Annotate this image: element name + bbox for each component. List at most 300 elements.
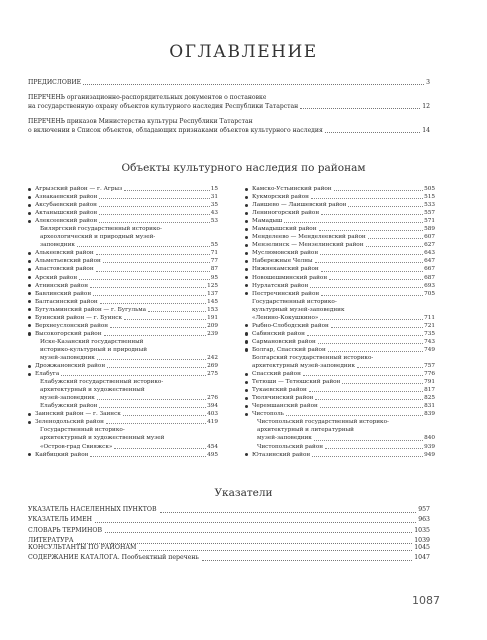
toc-entry — [245, 418, 435, 450]
toc-line-text: Лаишево — Лаишевский район — [252, 202, 347, 209]
toc-line-text: Тюлячинский район — [252, 395, 314, 402]
toc-line-text: Мамадыш — [252, 218, 283, 225]
toc-line — [35, 249, 218, 257]
bullet-icon — [245, 188, 248, 191]
dot-leader — [61, 375, 206, 376]
toc-entry — [245, 209, 435, 217]
toc-line — [252, 274, 435, 282]
toc-line — [252, 193, 435, 201]
toc-entry — [245, 257, 435, 265]
toc-line-text: ПРЕДИСЛОВИЕ — [28, 79, 82, 86]
toc-line-text: ПЕРЕЧЕНЬ приказов Министерства культуры Республики Татарстан — [28, 118, 253, 125]
intro-item — [28, 78, 430, 87]
toc-entry — [28, 249, 218, 257]
toc-page-number: 31 — [210, 194, 218, 201]
toc-line-text: Тетюши — Тетюшский район — [252, 379, 341, 386]
toc-line — [35, 185, 218, 193]
toc-line — [40, 443, 218, 451]
index-item — [28, 505, 430, 515]
toc-line-text: Алексеевский район — [35, 218, 98, 225]
toc-line — [35, 362, 218, 370]
toc-line-text: Государственный историко- — [40, 427, 125, 434]
toc-page-number: 276 — [207, 395, 218, 402]
toc-entry — [28, 290, 218, 298]
bullet-icon — [28, 421, 31, 424]
bullet-icon — [28, 220, 31, 223]
toc-page-number: 533 — [424, 202, 435, 209]
dot-leader — [148, 311, 206, 312]
toc-page-number: 776 — [424, 371, 435, 378]
bullet-icon — [245, 196, 248, 199]
toc-page-number: 43 — [210, 210, 218, 217]
dot-leader — [321, 214, 423, 215]
toc-line-text: Иске-Казанский государственный — [40, 338, 144, 345]
toc-line-text: КОНСУЛЬТАНТЫ ПО РАЙОНАМ — [28, 544, 137, 552]
toc-line — [257, 418, 435, 426]
toc-page-number: 1035 — [414, 526, 430, 534]
dot-leader — [124, 190, 210, 191]
toc-entry — [28, 282, 218, 290]
toc-line-text: СОДЕРЖАНИЕ КАТАЛОГА. Пообъектный перечень — [28, 554, 199, 562]
toc-entry — [245, 290, 435, 298]
toc-page-number: 840 — [424, 435, 435, 442]
toc-line-text: Тукаевский район — [252, 387, 307, 394]
toc-entry — [245, 201, 435, 209]
dot-leader — [357, 367, 423, 368]
dot-leader — [368, 238, 423, 239]
toc-line-text: Высокогорский район — [35, 330, 102, 337]
toc-page-number: 693 — [424, 282, 435, 289]
bullet-icon — [245, 252, 248, 255]
dot-leader — [99, 407, 206, 408]
toc-entry — [28, 217, 218, 225]
dot-leader — [325, 448, 423, 449]
left-column — [28, 185, 218, 459]
toc-line — [252, 410, 435, 418]
dot-leader — [96, 254, 210, 255]
dot-leader — [96, 271, 210, 272]
toc-line-text: УКАЗАТЕЛЬ ИМЕН — [28, 516, 93, 524]
toc-line — [35, 193, 218, 201]
toc-entry — [28, 338, 218, 362]
toc-page-number: 153 — [207, 306, 218, 313]
toc-line — [252, 314, 435, 322]
bullet-icon — [245, 268, 248, 271]
toc-line — [252, 306, 435, 314]
toc-page-number: 403 — [207, 411, 218, 418]
dot-leader — [105, 532, 412, 533]
toc-page-number: 95 — [210, 274, 218, 281]
toc-page-number: 454 — [207, 443, 218, 450]
toc-entry — [245, 354, 435, 370]
toc-line-text: Менделеево — Менделеевский район — [252, 234, 366, 241]
toc-page-number: 817 — [424, 387, 435, 394]
toc-line — [252, 217, 435, 225]
dot-leader — [320, 319, 423, 320]
toc-line-text: ПЕРЕЧЕНЬ организационно-распорядительных документов о постановке — [28, 94, 267, 101]
dot-leader — [77, 246, 210, 247]
toc-page-number: 394 — [207, 403, 218, 410]
toc-page-number: 705 — [424, 290, 435, 297]
toc-line-text: Болгарский государственный историко- — [252, 354, 374, 361]
toc-entry — [245, 410, 435, 418]
toc-line-text: Чистопольский государственный историко- — [257, 419, 389, 426]
toc-entry — [28, 330, 218, 338]
toc-entry — [28, 322, 218, 330]
toc-line-text: музей-заповедник — [40, 354, 95, 361]
toc-line-text: Елабужский район — [40, 403, 98, 410]
toc-page-number: 239 — [207, 330, 218, 337]
toc-entry — [28, 378, 218, 410]
bullet-icon — [28, 332, 31, 335]
bullet-icon — [245, 340, 248, 343]
toc-line-text: на государственную охрану объектов культурного наследия Республики Татарстан — [28, 103, 299, 110]
toc-line-text: Елабужский государственный историко- — [40, 379, 164, 386]
toc-line — [252, 265, 435, 273]
toc-line-text: музей-заповедник — [40, 395, 95, 402]
toc-line — [252, 370, 435, 378]
bullet-icon — [245, 413, 248, 416]
toc-page-number: 839 — [424, 411, 435, 418]
toc-page-number: 607 — [424, 234, 435, 241]
toc-line — [252, 402, 435, 410]
toc-line — [252, 249, 435, 257]
toc-line-text: Апастовский район — [35, 266, 94, 273]
toc-page-number: 831 — [424, 403, 435, 410]
bullet-icon — [28, 204, 31, 207]
toc-entry — [28, 314, 218, 322]
toc-line-text: Бугульминский район — г. Бугульма — [35, 306, 147, 313]
bullet-icon — [245, 389, 248, 392]
toc-line-text: Атнинский район — [35, 282, 88, 289]
toc-entry — [245, 193, 435, 201]
dot-leader — [312, 456, 423, 457]
toc-line-text: Бавлинский район — [35, 290, 92, 297]
toc-line-text: Пестречинский район — [252, 290, 320, 297]
toc-page-number: 145 — [207, 298, 218, 305]
toc-line-text: архитектурный музей-заповедник — [252, 363, 356, 370]
toc-page-number: 14 — [422, 127, 430, 134]
toc-entry — [28, 265, 218, 273]
toc-line-text: Болгар, Спасский район — [252, 346, 326, 353]
toc-page-number: 242 — [207, 354, 218, 361]
toc-line-text: Чистопольский район — [257, 443, 324, 450]
toc-line — [40, 434, 218, 442]
toc-entry — [245, 330, 435, 338]
toc-page-number: 269 — [207, 363, 218, 370]
toc-entry — [245, 249, 435, 257]
toc-line — [35, 330, 218, 338]
dot-leader — [315, 262, 424, 263]
dot-leader — [325, 132, 420, 133]
toc-line — [252, 386, 435, 394]
dot-leader — [307, 335, 423, 336]
dot-leader — [104, 335, 207, 336]
dot-leader — [97, 359, 206, 360]
toc-line — [252, 257, 435, 265]
toc-line — [252, 362, 435, 370]
toc-page-number: 757 — [424, 363, 435, 370]
bullet-icon — [245, 244, 248, 247]
toc-line — [257, 443, 435, 451]
toc-line-text: Нурлатский район — [252, 282, 309, 289]
toc-entry — [28, 201, 218, 209]
toc-line-text: архитектурный и литературный — [257, 427, 354, 434]
toc-page-number: 557 — [424, 210, 435, 217]
toc-entry — [245, 378, 435, 386]
toc-entry — [245, 402, 435, 410]
dot-leader — [331, 327, 423, 328]
toc-line-text: Кукморский район — [252, 194, 309, 201]
toc-page-number: 963 — [418, 516, 430, 524]
toc-page-number: 791 — [424, 379, 435, 386]
index-item — [28, 515, 430, 525]
bullet-icon — [28, 212, 31, 215]
toc-page-number: 735 — [424, 330, 435, 337]
toc-page-number: 87 — [210, 266, 218, 273]
bullet-icon — [28, 300, 31, 303]
intro-item — [28, 126, 430, 135]
toc-entry — [28, 257, 218, 265]
toc-line-text: Актанышский район — [35, 210, 98, 217]
dot-leader — [342, 383, 423, 384]
bullet-icon — [28, 196, 31, 199]
toc-line — [252, 201, 435, 209]
dot-leader — [103, 262, 210, 263]
toc-line-text: Государственный историко- — [252, 298, 337, 305]
toc-page-number: 749 — [424, 346, 435, 353]
toc-line — [35, 306, 218, 314]
toc-line — [252, 338, 435, 346]
toc-line — [252, 241, 435, 249]
toc-page-number: 15 — [210, 186, 218, 192]
dot-leader — [315, 399, 423, 400]
toc-line — [35, 201, 218, 209]
toc-page-number: 55 — [210, 242, 218, 249]
dot-leader — [300, 108, 420, 109]
toc-line-text: археологический и природный музей- — [40, 234, 156, 241]
bullet-icon — [28, 268, 31, 271]
toc-line — [252, 233, 435, 241]
toc-line-text: Новошешминский район — [252, 274, 328, 281]
toc-line — [35, 290, 218, 298]
dot-leader — [99, 214, 210, 215]
bullet-icon — [28, 373, 31, 376]
toc-page-number: 687 — [424, 274, 435, 281]
bullet-icon — [28, 252, 31, 255]
toc-page-number: 957 — [418, 506, 430, 513]
toc-line-text: Агрызский район — г. Агрыз — [35, 186, 123, 192]
toc-line-text: Ютазинский район — [252, 451, 311, 458]
toc-line — [252, 209, 435, 217]
toc-line-text: Мамадышский район — [252, 226, 317, 233]
toc-line — [35, 298, 218, 306]
dot-leader — [139, 550, 412, 551]
toc-line-text: о включении в Список объектов, обладающих признаками объектов культурного наследия — [28, 127, 323, 134]
bullet-icon — [28, 324, 31, 327]
toc-line-text: Балтасинский район — [35, 298, 98, 305]
toc-line — [40, 394, 218, 402]
toc-line — [35, 418, 218, 426]
dot-leader — [93, 295, 206, 296]
dot-leader — [320, 254, 423, 255]
intro-item — [28, 117, 430, 126]
bullet-icon — [245, 348, 248, 351]
toc-line — [40, 338, 218, 346]
toc-entry — [28, 185, 218, 193]
dot-leader — [309, 391, 423, 392]
index-item — [28, 543, 430, 553]
toc-entry — [245, 274, 435, 282]
dot-leader — [97, 399, 206, 400]
toc-entry — [28, 362, 218, 370]
toc-line — [252, 298, 435, 306]
dot-leader — [319, 230, 424, 231]
dot-leader — [348, 206, 423, 207]
toc-entry — [28, 306, 218, 314]
dot-leader — [79, 279, 210, 280]
toc-page-number: 515 — [424, 194, 435, 201]
dot-leader — [202, 560, 412, 561]
toc-page-number: 589 — [424, 226, 435, 233]
index-item — [28, 553, 430, 563]
dot-leader — [83, 84, 424, 85]
dot-leader — [95, 522, 416, 523]
toc-line-text: Арский район — [35, 274, 78, 281]
dot-leader — [334, 190, 424, 191]
dot-leader — [303, 375, 423, 376]
toc-line-text: заповедник — [40, 242, 75, 249]
right-column — [245, 185, 435, 459]
bullet-icon — [245, 220, 248, 223]
toc-line — [35, 274, 218, 282]
toc-page-number: 419 — [207, 419, 218, 426]
toc-line — [252, 322, 435, 330]
dot-leader — [90, 287, 206, 288]
toc-page-number: 1045 — [414, 544, 430, 552]
bullet-icon — [245, 453, 248, 456]
toc-page-number: 495 — [207, 451, 218, 458]
toc-page-number: 949 — [424, 451, 435, 458]
toc-entry — [28, 451, 218, 459]
toc-line — [252, 394, 435, 402]
toc-entry — [245, 322, 435, 330]
toc-page-number: 711 — [424, 314, 435, 321]
toc-page-number: 939 — [424, 443, 435, 450]
dot-leader — [99, 198, 209, 199]
toc-page-number: 77 — [210, 258, 218, 265]
toc-entry — [245, 241, 435, 249]
toc-line — [35, 217, 218, 225]
toc-page-number: 505 — [424, 186, 435, 192]
toc-line — [252, 378, 435, 386]
bullet-icon — [245, 212, 248, 215]
toc-page-number: 125 — [207, 282, 218, 289]
dot-leader — [311, 198, 423, 199]
toc-line — [40, 426, 218, 434]
dot-leader — [321, 271, 423, 272]
toc-page-number: 571 — [424, 218, 435, 225]
toc-page-number: 12 — [422, 103, 430, 110]
toc-page-number: 667 — [424, 266, 435, 273]
toc-page-number: 191 — [207, 314, 218, 321]
dot-leader — [160, 512, 417, 513]
dot-leader — [106, 423, 206, 424]
indexes-heading: Указатели — [214, 487, 273, 499]
dot-leader — [99, 222, 210, 223]
page-number: 1087 — [412, 594, 440, 607]
dot-leader — [284, 222, 423, 223]
dot-leader — [99, 206, 210, 207]
toc-page-number: 643 — [424, 250, 435, 257]
toc-page-number: 53 — [210, 218, 218, 225]
toc-page-number: 275 — [207, 371, 218, 378]
dot-leader — [328, 351, 423, 352]
toc-entry — [28, 370, 218, 378]
bullet-icon — [245, 397, 248, 400]
toc-line — [252, 282, 435, 290]
toc-line-text: СЛОВАРЬ ТЕРМИНОВ — [28, 526, 103, 534]
toc-page-number: 35 — [210, 202, 218, 209]
toc-line — [252, 290, 435, 298]
bullet-icon — [28, 292, 31, 295]
toc-line-text: Биляргский государственный историко- — [40, 226, 162, 233]
toc-entry — [245, 217, 435, 225]
bullet-icon — [245, 260, 248, 263]
dot-leader — [314, 440, 423, 441]
toc-line — [40, 354, 218, 362]
toc-entry — [245, 394, 435, 402]
toc-line-text: Рыбно-Слободский район — [252, 322, 329, 329]
toc-line-text: музей-заповедник — [257, 435, 312, 442]
toc-line — [252, 225, 435, 233]
toc-line — [40, 386, 218, 394]
toc-line-text: Нижнекамский район — [252, 266, 319, 273]
toc-line-text: Буинский район — г. Буинск — [35, 314, 123, 321]
toc-line — [257, 426, 435, 434]
toc-entry — [28, 410, 218, 418]
toc-entry — [245, 451, 435, 459]
bullet-icon — [245, 373, 248, 376]
toc-page-number: 71 — [210, 250, 218, 257]
toc-line — [35, 410, 218, 418]
toc-line-text: историко-культурный и природный — [40, 346, 148, 353]
toc-line-text: Зеленодольский район — [35, 419, 104, 426]
bullet-icon — [28, 284, 31, 287]
toc-line-text: Елабуга — [35, 371, 60, 378]
dot-leader — [366, 246, 424, 247]
dot-leader — [310, 287, 423, 288]
toc-line-text: Муслюмовский район — [252, 250, 319, 257]
bullet-icon — [245, 236, 248, 239]
toc-line-text: Сармановский район — [252, 338, 316, 345]
bullet-icon — [28, 276, 31, 279]
toc-line — [40, 346, 218, 354]
toc-line — [35, 370, 218, 378]
dot-leader — [107, 367, 206, 368]
toc-line-text: культурный музей-заповедник — [252, 306, 345, 313]
toc-line — [252, 354, 435, 362]
toc-line-text: Аксубаевский район — [35, 202, 97, 209]
dot-leader — [124, 319, 206, 320]
toc-page-number: 627 — [424, 242, 435, 249]
toc-line-text: Азнакаевский район — [35, 194, 98, 201]
toc-line-text: Мензелинск — Мензелинский район — [252, 242, 364, 249]
bullet-icon — [245, 292, 248, 295]
dot-leader — [110, 327, 206, 328]
toc-entry — [28, 274, 218, 282]
toc-line — [35, 257, 218, 265]
